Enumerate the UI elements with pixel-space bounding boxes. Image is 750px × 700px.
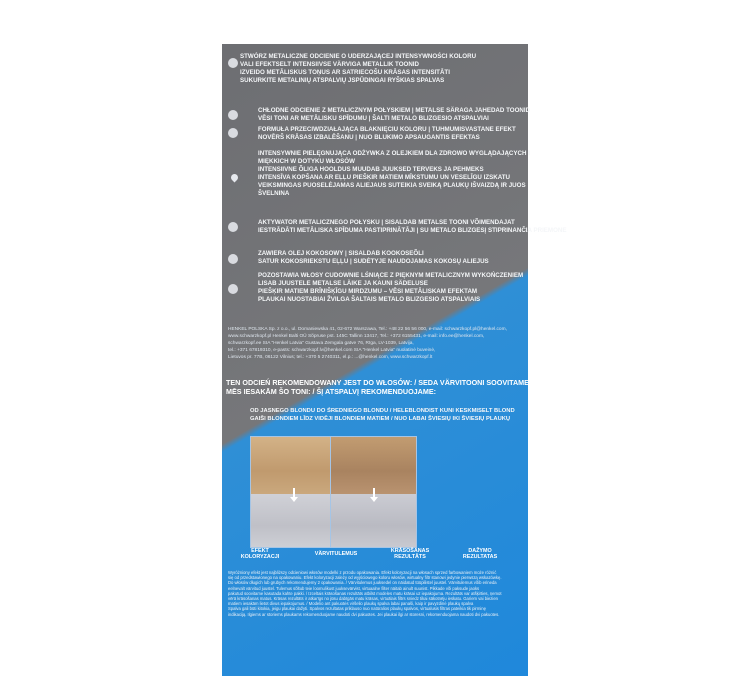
metallic-activator-icon (228, 222, 238, 232)
disclaimer-line: Do włosów długich lub grubych rekomendujemy 2 opakowania. / Värvitulemus juuksedel on näidatud tüüpilistel juustel. Värvitulemus võib erineda (228, 580, 497, 586)
claim-line: PLAUKAI NUOSTABIAI ŽVILGA ŠALTAIS METALO BLIZGESIO ATSPALVIAIS (258, 296, 481, 303)
caption-pl: EFEKT KOLORYZACJI (240, 548, 280, 561)
claim-line: INTENSIIVNE ÕLIGA HOOLDUS MUUDAB JUUKSED TERVEKS JA PEHMEKS (258, 166, 484, 173)
claim-line: POZOSTAWIA WŁOSY CUDOWNIE LŚNIĄCE Z PIĘKNYM METALICZNYM WYKOŃCZENIEM (258, 272, 524, 279)
claim-line: MIĘKKICH W DOTYKU WŁOSÓW (258, 158, 355, 165)
after-swatch (331, 494, 416, 547)
claim-line: INTENSYWNIE PIELĘGNUJĄCA ODŻYWKA Z OLEJKIEM DLA ZDROWO WYGLĄDAJĄCYCH I (258, 150, 530, 157)
diamond-icon (228, 110, 238, 120)
after-swatch (251, 494, 336, 547)
disclaimer-line: Spalva gali būti kitokia, jeigu plaukai dažyti. Spalvos rezultatas priklauso nuo natūralios plaukų spalvos, virtualusis filtras pateikia tik pirminę (228, 606, 486, 612)
recommend-title: TEN ODCIEŃ REKOMENDOWANY JEST DO WŁOSÓW: / SEDA VÄRVITOONI SOOVITAME: (226, 378, 532, 387)
claim-line: NOVĒRŠ KRĀSAS IZBALĒŠANU | NUO BLUKIMO APSAUGANTIS EFEKTAS (258, 134, 480, 141)
address-line: schwarzkopf.ee SIA "Henkel Latvia" Gustava Zemgala gatve 76, Rīga, LV-1039, Latvija, (228, 341, 414, 346)
disclaimer-line: Wyróżniony efekt jest najbliższy odcieniowi włosów modelki z przodu opakowania. Efekt koloryzacji na włosach sprzed farbowaniem może różnić (228, 570, 497, 575)
disclaimer-line: matiem iesakām lietot divus iepakojumus. / Modelio ant pakuotės viršelio plaukų spalva labai panaši, kaip ir pavyzdinė plaukų spalva (228, 601, 474, 607)
arrow-down-icon (373, 488, 375, 498)
coconut-icon (228, 254, 238, 264)
claim-line: INTENSĪVA KOPŠANA AR EĻĻU PIEŠĶIR MATIEM MĪKSTUMU UN VESELĪGU IZSKATU (258, 174, 510, 181)
before-swatch (331, 437, 416, 494)
caption-ee: VÄRVITULEMUS (314, 551, 358, 557)
product-back-panel (222, 44, 567, 676)
claim-line: SUKURKITE METALINIŲ ATSPALVIŲ JSPŪDINGAI RYŠKIAS SPALVAS (240, 77, 445, 84)
oil-drop-icon (230, 173, 240, 183)
claim-line: IZVEIDO METĀLISKUS TOŅUS AR SATRIECOŠU KRĀSAS INTENSITĀTI (240, 69, 450, 76)
claim-line: VALI EFEKTSELT INTENSIIVSE VÄRVIGA METALLIK TOONID (240, 61, 419, 68)
claim-line: ZAWIERA OLEJ KOKOSOWY | SISALDAB KOOKOSEÕLI (258, 250, 424, 257)
address-line: tel.: +371 67819310, e-pasts: schwarzkopf.lv@henkel.com SIA "Henkel Latvia" nuolatinė buveinė, (228, 348, 436, 353)
address-line: Lietuvos pr. 77B, 06122 Vilnius; tel.: +370 5 2740311, el.p.: ...@henkel.com, www.schwarzkopf.lt (228, 355, 433, 360)
address-line: HENKEL POLSKA Sp. z o.o., ul. Domaniewska 41, 02-672 Warszawa, Tel.: +48 22 56 56 000, e-mail: schwarzkopf.pl@henkel.com, (228, 327, 507, 332)
claim-line: STWÓRZ METALICZNE ODCIENIE O UDERZAJĄCEJ INTENSYWNOŚCI KOLORU (240, 53, 477, 60)
claim-line: PIEŠĶIR MATIEM BRĪNIŠĶĪGU MIRDZUMU – VĒSI METĀLISKAM EFEKTAM (258, 288, 478, 295)
disclaimer (228, 570, 522, 617)
disclaimer-line: indikaciją. Ilgiems ar storiems plaukams rekomenduojame naudoti dvi pakuotes. Jei plaukai ilgi ar storesni, rekomenduojama naudoti dvi pakuotes. (228, 611, 500, 617)
disclaimer-line: się od przedstawionego na opakowaniu. Efekt koloryzacji zależy od wyjściowego koloru włosów, wirtualny filtr stanowi jedynie pierwszą wskazówkę. (228, 575, 502, 581)
claim-line: SATUR KOKOSRIEKSTU EĻĻU | SUDĖTYJE NAUDOJAMAS KOKOSŲ ALIEJUS (258, 258, 489, 265)
disclaimer-line: pakutud soovitame kasutada kahte pakki. / Izceltais krāsošanas rezultāts atbilst modeles matu krāsai uz iepakojuma. Rezultāts var atšķirties, ņemot (228, 590, 502, 596)
address-line: www.schwarzkopf.pl Henkel Balti OÜ Sõpruse pst. 145C Tallinn 13417, Tel.: +372 6155431, e-mail: info.ee@henkel.com, (228, 334, 485, 339)
before-swatch (251, 437, 336, 494)
disclaimer-line: vērā krāsošanas matus. Krāsas rezultāts ir atkarīgs no jūsu dabīgās matu krāsas, virtuālais filtrs sniedz tikai sākotnēju ieskatu. Gariem vai biezien (228, 596, 498, 602)
caption-lv: KRĀSOŠANAS REZULTĀTS (390, 548, 430, 561)
recommend-title: MĒS IESAKĀM ŠO TONI: / ŠĮ ATSPALVĮ REKOMENDUOJAME: (226, 387, 437, 396)
caption-lt: DAŽYMO REZULTATAS (462, 548, 498, 561)
swatch-light-blonde (250, 436, 337, 548)
claim-line: FORMUŁA PRZECIWDZIAŁAJĄCA BLAKNIĘCIU KOLORU | TUHMUMISVASTANE EFEKT (258, 126, 516, 133)
hair-dye-icon (228, 58, 238, 68)
arrow-down-icon (293, 488, 295, 498)
claim-line: VEIKSMINGAS PUOSELĖJAMAS ALIEJAUS SUTEIKIA SVEIKĄ PLAUKŲ IŠVAIZDĄ IR JUOS (258, 182, 526, 189)
claim-line: ŠVELNINA (258, 190, 290, 197)
claim-line: AKTYWATOR METALICZNEGO POŁYSKU | SISALDAB METALSE TOONI VÕIMENDAJAT (258, 219, 515, 226)
shine-diamond-icon (228, 284, 238, 294)
swatch-medium-blonde (330, 436, 417, 548)
disclaimer-line: eelnevalt värvitud juustel. Tulemus sõltub teie loomulikust juuksevärvist, virtuaalne filter näitab ainult suunist. Pikkade või paksude jaoks (228, 585, 480, 591)
shield-icon (228, 128, 238, 138)
hair-range: OD JASNEGO BLONDU DO ŚREDNIEGO BLONDU / HELEBLONDIST KUNI KESKMISELT BLOND (250, 408, 515, 414)
claim-line: LISAB JUUSTELE METALSE LÄIKE JA KAUNI SÄDELUSE (258, 280, 428, 287)
claim-line: CHŁODNE ODCIENIE Z METALICZNYM POŁYSKIEM | METALSE SÄRAGA JAHEDAD TOONID (258, 107, 531, 114)
hair-range: GAIŠI BLONDIEM LĪDZ VIDĒJI BLONDIEM MATIEM / NUO LABAI ŠVIESIŲ IKI ŠVIESIŲ PLAUKŲ (250, 416, 511, 422)
claim-line: VĒSI TONI AR METĀLISKU SPĪDUMU | ŠALTI METALO BLIZGESIO ATSPALVIAI (258, 115, 489, 122)
claim-line: IESTRĀDĀTI METĀLISKA SPĪDUMA PASTIPRINĀTĀJI | SU METALO BLIZGESĮ STIPRINANČIA PRIEMONE (258, 227, 567, 234)
